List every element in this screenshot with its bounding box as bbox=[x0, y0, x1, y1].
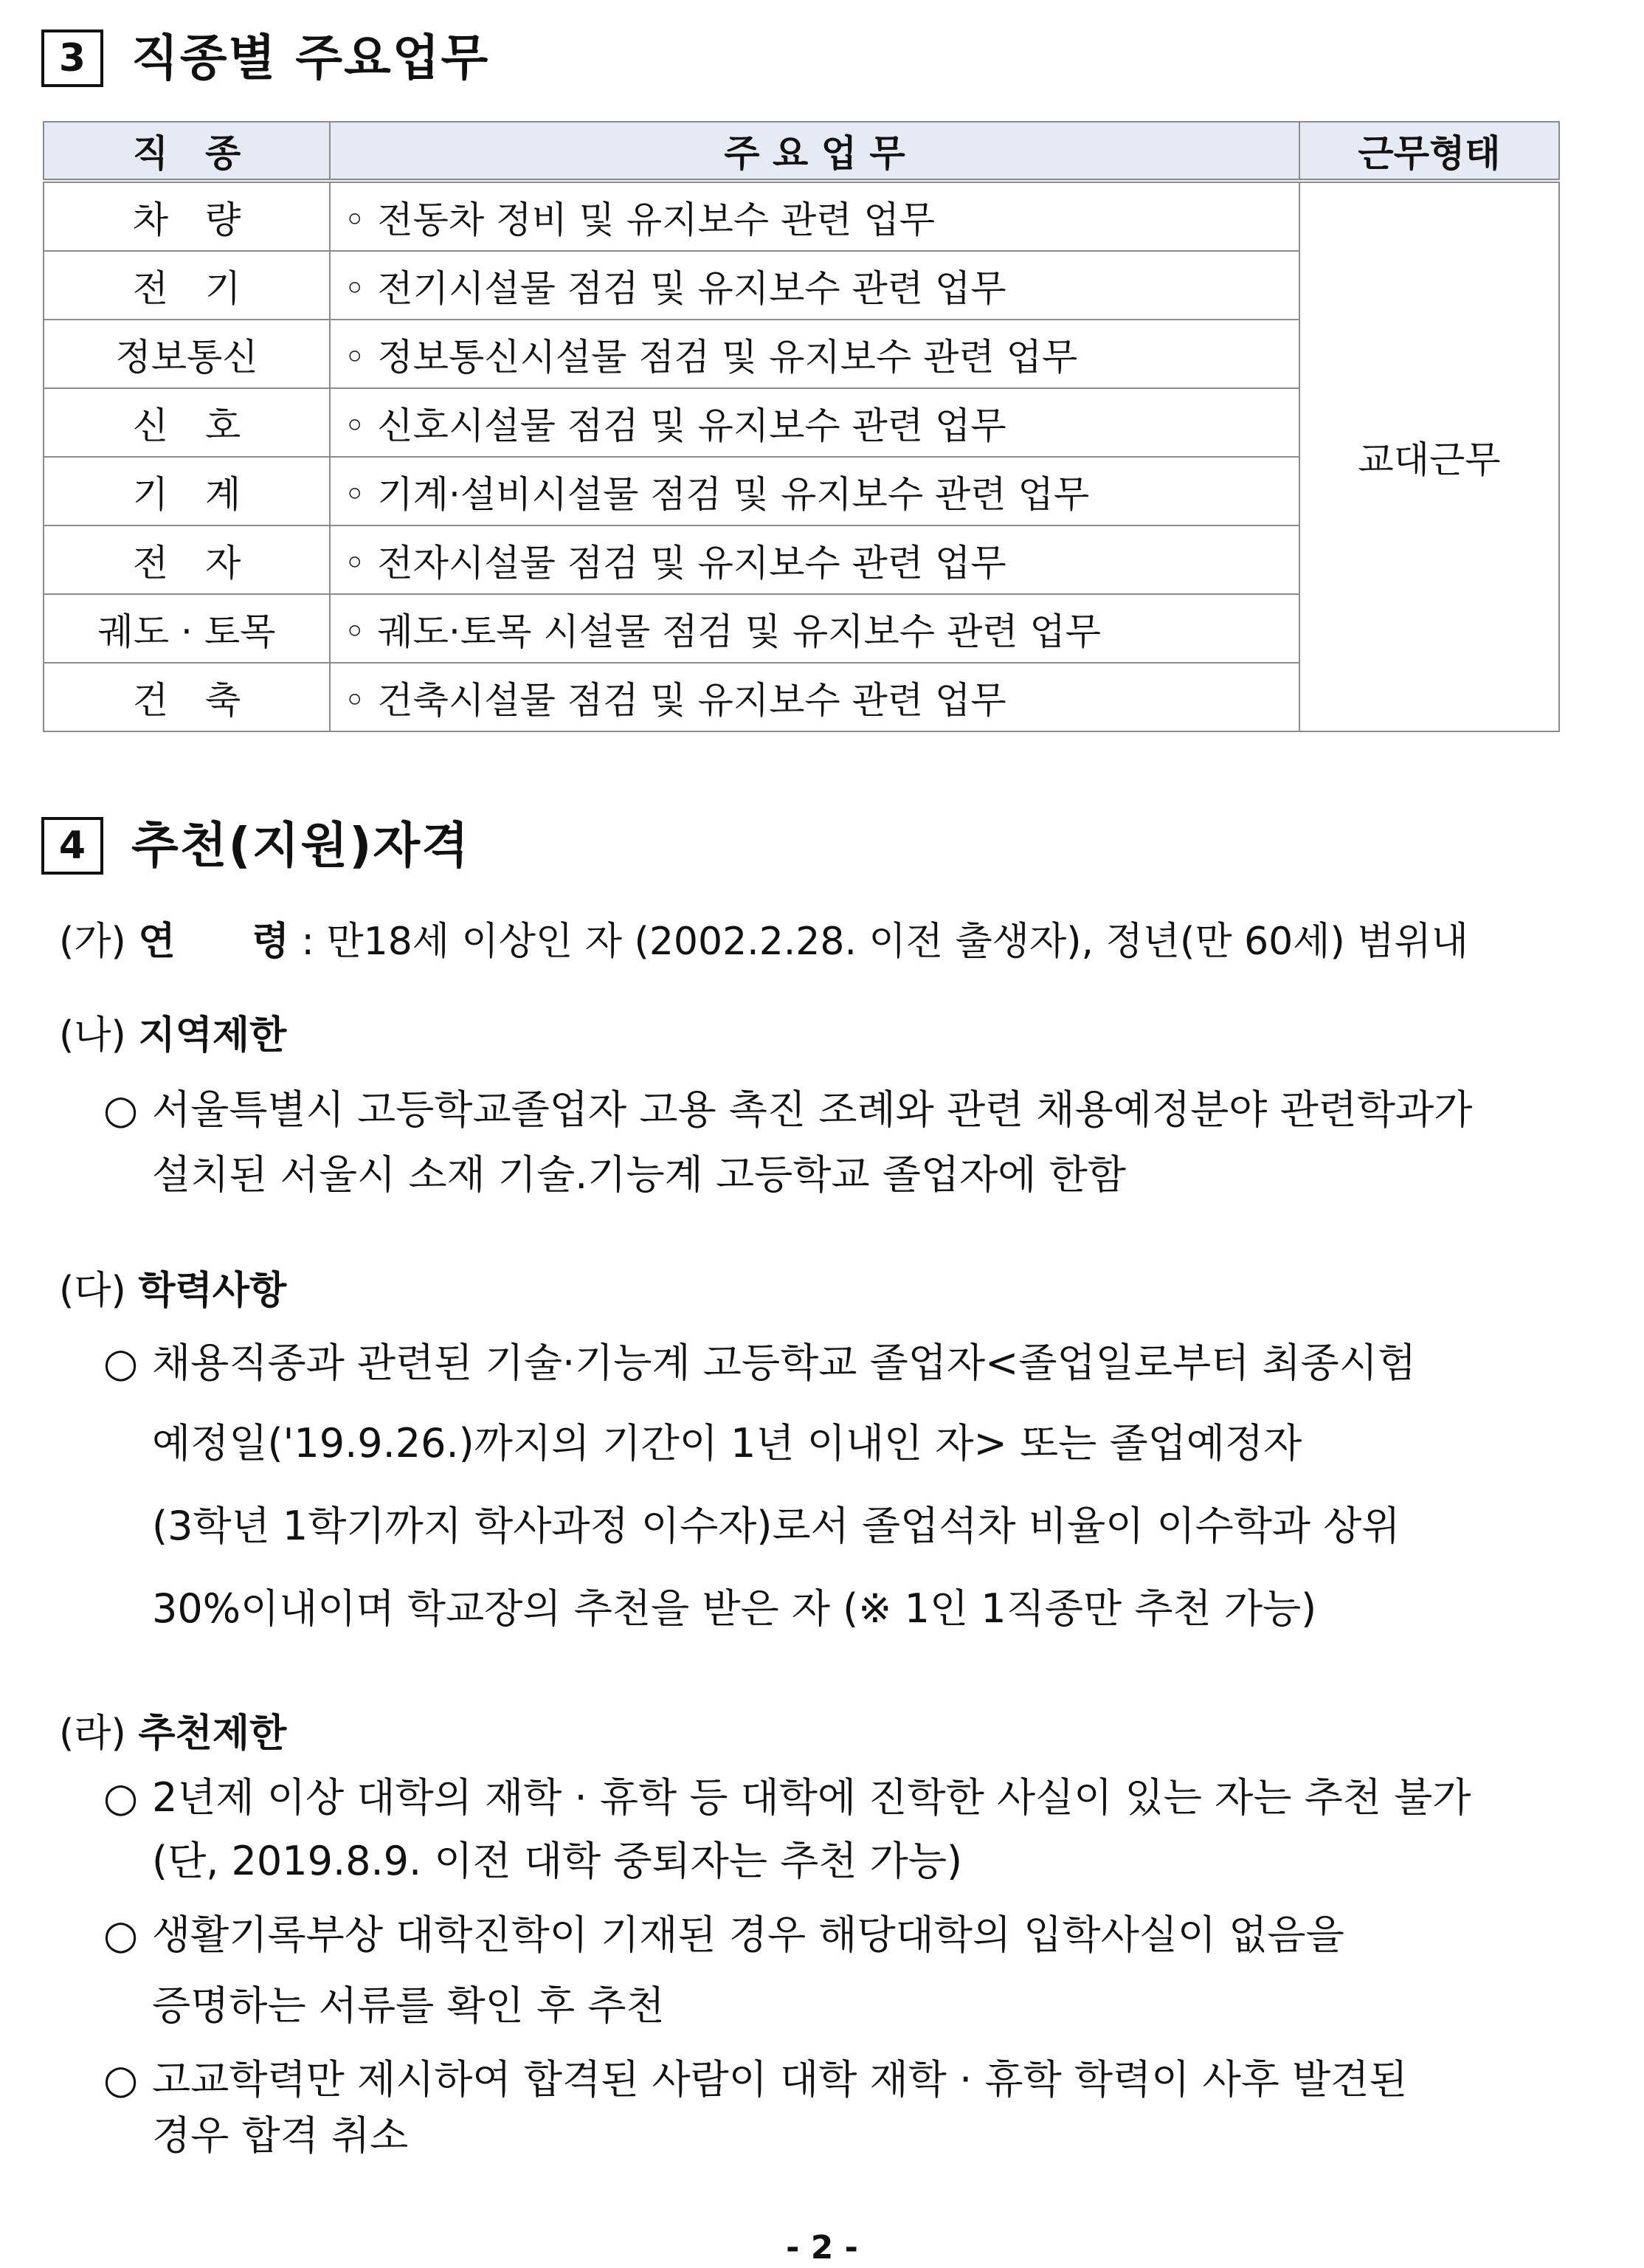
bullet-continuation: 예정일('19.9.26.)까지의 기간이 1년 이내인 자> 또는 졸업예정자 bbox=[152, 1420, 1302, 1466]
bullet-icon: ○ bbox=[103, 1086, 139, 1133]
task-cell: ◦ 기계·설비시설물 점검 및 유지보수 관련 업무 bbox=[330, 457, 1299, 525]
education-heading bbox=[59, 1268, 1600, 1314]
restriction-heading bbox=[59, 1711, 1600, 1757]
section-title: 직종별 주요업무 bbox=[131, 30, 490, 86]
age-line bbox=[59, 919, 1600, 965]
bullet-continuation: 경우 합격 취소 bbox=[152, 2112, 409, 2159]
table-header-row bbox=[44, 122, 1559, 181]
section-title: 추천(지원)자격 bbox=[131, 817, 470, 874]
bullet-line bbox=[103, 2056, 1600, 2104]
job-cell: 차 량 bbox=[44, 181, 330, 251]
header-task: 주 요 업 무 bbox=[330, 122, 1299, 181]
duty-table bbox=[43, 121, 1560, 732]
bullet-icon: ○ bbox=[103, 1340, 139, 1386]
item-label: 추천제한 bbox=[138, 1712, 287, 1756]
bullet-text: 고교학력만 제시하여 합격된 사람이 대학 재학 · 휴학 학력이 사후 발견된 bbox=[152, 2056, 1408, 2103]
work-type-cell: 교대근무 bbox=[1299, 181, 1559, 731]
bullet-icon: ○ bbox=[103, 1774, 139, 1821]
bullet-text: 채용직종과 관련된 기술·기능계 고등학교 졸업자<졸업일로부터 최종시험 bbox=[152, 1340, 1417, 1386]
task-cell: ◦ 전기시설물 점검 및 유지보수 관련 업무 bbox=[330, 251, 1299, 320]
job-cell: 신 호 bbox=[44, 388, 330, 457]
header-work-type: 근무형태 bbox=[1299, 122, 1559, 181]
item-prefix: (가) bbox=[59, 920, 126, 964]
task-cell: ◦ 신호시설물 점검 및 유지보수 관련 업무 bbox=[330, 388, 1299, 457]
item-prefix: (다) bbox=[59, 1269, 126, 1313]
bullet-text: 생활기록부상 대학진학이 기재된 경우 해당대학의 입학사실이 없음을 bbox=[152, 1912, 1344, 1958]
section-4-heading bbox=[41, 817, 470, 875]
bullet-text: 서울특별시 고등학교졸업자 고용 촉진 조례와 관련 채용예정분야 관련학과가 bbox=[152, 1086, 1473, 1133]
section-number-box: 4 bbox=[41, 817, 103, 875]
bullet-continuation: 증명하는 서류를 확인 후 추천 bbox=[152, 1982, 665, 2029]
bullet-continuation: (3학년 1학기까지 학사과정 이수자)로서 졸업석차 비율이 이수학과 상위 bbox=[152, 1503, 1400, 1549]
item-prefix: (나) bbox=[59, 1013, 126, 1058]
item-label: 학력사항 bbox=[138, 1269, 287, 1313]
bullet-icon: ○ bbox=[103, 1912, 139, 1958]
bullet-line bbox=[103, 1340, 1600, 1388]
bullet-continuation: (단, 2019.8.9. 이전 대학 중퇴자는 추천 가능) bbox=[152, 1838, 963, 1884]
task-cell: ◦ 건축시설물 점검 및 유지보수 관련 업무 bbox=[330, 663, 1299, 731]
job-cell: 전 자 bbox=[44, 525, 330, 594]
header-job: 직 종 bbox=[44, 122, 330, 181]
age-text: : 만18세 이상인 자 (2002.2.28. 이전 출생자), 정년(만 60세) 범위내 bbox=[289, 920, 1468, 964]
bullet-line bbox=[103, 1912, 1600, 1959]
task-cell: ◦ 전동차 정비 및 유지보수 관련 업무 bbox=[330, 181, 1299, 251]
section-3-heading bbox=[41, 30, 489, 87]
task-cell: ◦ 전자시설물 점검 및 유지보수 관련 업무 bbox=[330, 525, 1299, 594]
job-cell: 궤도 · 토목 bbox=[44, 594, 330, 663]
bullet-text: 2년제 이상 대학의 재학 · 휴학 등 대학에 진학한 사실이 있는 자는 추천 불가 bbox=[152, 1774, 1471, 1821]
bullet-line bbox=[103, 1774, 1600, 1822]
bullet-continuation: 30%이내이며 학교장의 추천을 받은 자 (※ 1인 1직종만 추천 가능) bbox=[152, 1585, 1317, 1632]
bullet-icon: ○ bbox=[103, 2056, 139, 2103]
job-cell: 기 계 bbox=[44, 457, 330, 525]
bullet-line bbox=[103, 1086, 1600, 1134]
item-label: 연 령 bbox=[138, 920, 289, 964]
task-cell: ◦ 정보통신시설물 점검 및 유지보수 관련 업무 bbox=[330, 320, 1299, 388]
section-number-box: 3 bbox=[41, 30, 103, 87]
item-prefix: (라) bbox=[59, 1712, 126, 1756]
job-cell: 정보통신 bbox=[44, 320, 330, 388]
bullet-continuation: 설치된 서울시 소재 기술.기능계 고등학교 졸업자에 한함 bbox=[152, 1151, 1126, 1198]
page-number: - 2 - bbox=[786, 2229, 858, 2267]
region-heading bbox=[59, 1013, 1600, 1058]
table-row bbox=[44, 181, 1559, 251]
job-cell: 전 기 bbox=[44, 251, 330, 320]
job-cell: 건 축 bbox=[44, 663, 330, 731]
task-cell: ◦ 궤도·토목 시설물 점검 및 유지보수 관련 업무 bbox=[330, 594, 1299, 663]
item-label: 지역제한 bbox=[138, 1013, 287, 1058]
